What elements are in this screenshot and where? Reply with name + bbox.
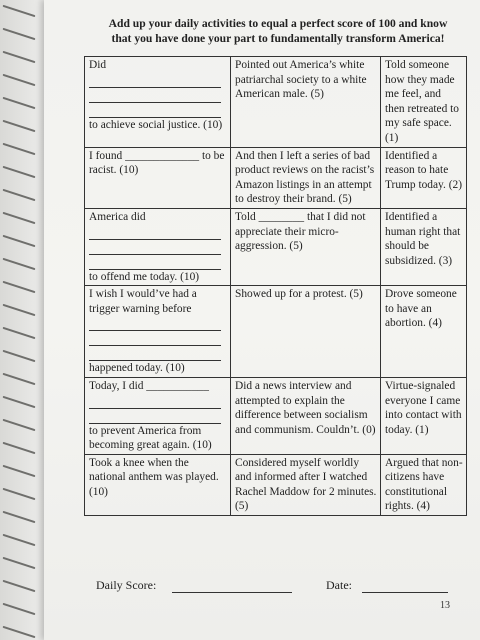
binding-ring bbox=[3, 580, 36, 592]
activity-cell-right: Told someone how they made me feel, and then retreated to my safe space. (1) bbox=[381, 57, 467, 148]
daily-score-field[interactable] bbox=[172, 592, 292, 593]
activity-text-continued: to achieve social justice. (10) bbox=[89, 118, 223, 131]
activity-text: Took a knee when the national anthem was played. (10) bbox=[89, 456, 219, 498]
activity-text: I wish I would’ve had a trigger warning before bbox=[89, 288, 197, 315]
fill-in-blank-line[interactable] bbox=[89, 103, 221, 118]
binding-ring bbox=[3, 120, 36, 132]
header-line-1: Add up your daily activities to equal a perfect score of 100 and know bbox=[108, 17, 448, 30]
activity-cell-right: Argued that non-citizens have constitutional rights. (4) bbox=[381, 454, 467, 515]
activity-cell-right: Identified a human right that should be subsidized. (3) bbox=[381, 208, 467, 285]
fill-in-blank-line[interactable] bbox=[89, 73, 221, 88]
activity-text: America did bbox=[89, 210, 146, 223]
binding-ring bbox=[3, 488, 36, 500]
activity-row bbox=[85, 208, 467, 285]
activity-cell-fill-in bbox=[85, 454, 231, 515]
binding-ring bbox=[3, 212, 36, 224]
activity-cell-fill-in bbox=[85, 377, 231, 454]
binding-ring bbox=[3, 235, 36, 247]
activity-cell-middle: And then I left a series of bad product reviews on the racist’s Amazon listings in an attempt to destroy their brand. (5) bbox=[231, 147, 381, 208]
binding-ring bbox=[3, 281, 36, 293]
fill-in-blank-line[interactable] bbox=[89, 331, 221, 346]
activity-text: Today, I did ___________ bbox=[89, 379, 209, 392]
fill-in-blank-line[interactable] bbox=[89, 88, 221, 103]
activity-text: Did bbox=[89, 59, 107, 71]
activity-cell-middle: Told ________ that I did not appreciate their micro-aggression. (5) bbox=[231, 208, 381, 285]
activity-cell-right: Identified a reason to hate Trump today. (2) bbox=[381, 147, 467, 208]
binding-ring bbox=[3, 603, 36, 615]
activity-text-continued: to prevent America from becoming great again. (10) bbox=[89, 424, 212, 452]
binding-ring bbox=[3, 626, 36, 638]
binding-ring bbox=[3, 534, 36, 546]
binding-ring bbox=[3, 511, 36, 523]
binding-ring bbox=[3, 419, 36, 431]
activity-cell-middle: Showed up for a protest. (5) bbox=[231, 286, 381, 378]
activity-cell-fill-in bbox=[85, 208, 231, 285]
activity-row bbox=[85, 147, 467, 208]
daily-score-label: Daily Score: bbox=[96, 578, 157, 592]
page-number: 13 bbox=[440, 600, 450, 611]
activity-row bbox=[85, 57, 467, 148]
fill-in-blank-line[interactable] bbox=[89, 316, 221, 331]
binding-ring bbox=[3, 350, 36, 362]
fill-in-blank-line[interactable] bbox=[89, 409, 221, 424]
binding-ring bbox=[3, 143, 36, 155]
binding-ring bbox=[3, 465, 36, 477]
activity-cell-fill-in bbox=[85, 286, 231, 378]
activity-cell-right: Virtue-signaled everyone I came into contact with today. (1) bbox=[381, 377, 467, 454]
binding-ring bbox=[3, 442, 36, 454]
activity-row bbox=[85, 286, 467, 378]
fill-in-blank-line[interactable] bbox=[89, 225, 221, 240]
activity-cell-fill-in bbox=[85, 147, 231, 208]
activity-text-continued: to offend me today. (10) bbox=[89, 270, 200, 283]
date-label: Date: bbox=[326, 578, 352, 592]
activity-row bbox=[85, 377, 467, 454]
activity-cell-middle: Pointed out America’s white patriarchal society to a white American male. (5) bbox=[231, 57, 381, 148]
binding-ring bbox=[3, 557, 36, 569]
activity-text: I found _____________ to be racist. (10) bbox=[89, 149, 225, 177]
binding-ring bbox=[3, 51, 36, 63]
activity-cell-fill-in bbox=[85, 57, 231, 148]
header-line-2: that you have done your part to fundamentally transform America! bbox=[111, 32, 445, 45]
activity-cell-middle: Did a news interview and attempted to explain the difference between socialism and communism. Couldn’t. (0) bbox=[231, 377, 381, 454]
instructions-header bbox=[84, 16, 472, 46]
fill-in-blank-line[interactable] bbox=[89, 346, 221, 361]
fill-in-blank-line[interactable] bbox=[89, 240, 221, 255]
binding-ring bbox=[3, 189, 36, 201]
binding-ring bbox=[3, 166, 36, 178]
activity-row bbox=[85, 454, 467, 515]
fill-in-blank-line[interactable] bbox=[89, 255, 221, 270]
activity-text-continued: happened today. (10) bbox=[89, 362, 185, 375]
date-field[interactable] bbox=[362, 592, 448, 593]
binding-ring bbox=[3, 396, 36, 408]
binding-ring bbox=[3, 327, 36, 339]
binding-ring bbox=[3, 97, 36, 109]
activity-cell-right: Drove someone to have an abortion. (4) bbox=[381, 286, 467, 378]
binding-ring bbox=[3, 28, 36, 40]
binding-ring bbox=[3, 373, 36, 385]
binding-ring bbox=[3, 304, 36, 316]
binding-ring bbox=[3, 258, 36, 270]
workbook-page bbox=[44, 0, 480, 640]
binding-ring bbox=[3, 74, 36, 86]
binding-ring bbox=[3, 5, 36, 17]
activity-table bbox=[84, 56, 467, 516]
activity-cell-middle: Considered myself worldly and informed after I watched Rachel Maddow for 2 minutes. (5) bbox=[231, 454, 381, 515]
fill-in-blank-line[interactable] bbox=[89, 394, 221, 409]
